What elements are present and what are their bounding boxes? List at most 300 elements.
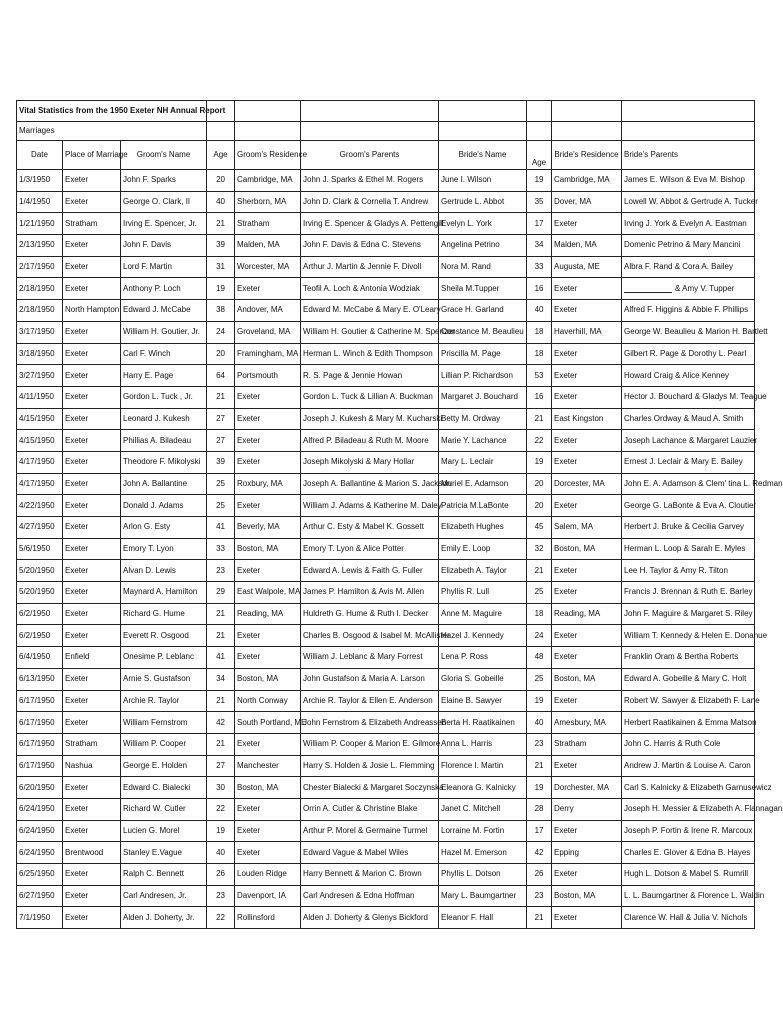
cell-groom-name: Alvan D. Lewis — [121, 560, 207, 582]
cell-age: 41 — [207, 517, 235, 539]
cell-age: 30 — [207, 777, 235, 799]
cell-groom-parents: Huldreth G. Hume & Ruth I. Decker — [301, 603, 439, 625]
cell-bride-name: Margaret J. Bouchard — [439, 386, 527, 408]
cell-bride-name: Nora M. Rand — [439, 256, 527, 278]
cell-age: 26 — [207, 864, 235, 886]
header-bride-age: Age — [527, 141, 552, 170]
cell-bride-residence: Reading, MA — [552, 603, 622, 625]
cell-bride-name: Eleanora G. Kalnicky — [439, 777, 527, 799]
header-groom-parents: Groom's Parents — [301, 141, 439, 170]
cell-place: Exeter — [63, 582, 121, 604]
cell-bride-parents: L. L. Baumgartner & Florence L. Waldin — [622, 885, 755, 907]
cell-date: 4/17/1950 — [17, 473, 63, 495]
cell-date: 1/3/1950 — [17, 170, 63, 192]
table-row — [17, 712, 755, 734]
table-row — [17, 191, 755, 213]
cell-place: Exeter — [63, 365, 121, 387]
cell-bride-residence: Augusta, ME — [552, 256, 622, 278]
cell-bride-parents: Hector J. Bouchard & Gladys M. Teague — [622, 386, 755, 408]
cell-groom-parents: Joseph A. Ballantine & Marion S. Jackson — [301, 473, 439, 495]
table-row — [17, 820, 755, 842]
cell-place: Exeter — [63, 885, 121, 907]
cell-bride-parents: Joseph Lachance & Margaret Lauzier — [622, 430, 755, 452]
cell-groom-parents: Joseph J. Kukesh & Mary M. Kucharski — [301, 408, 439, 430]
cell-bride-parents: Carl S. Kalnicky & Elizabeth Garnusewicz — [622, 777, 755, 799]
cell-groom-parents: Arthur P. Morel & Germaine Turmel — [301, 820, 439, 842]
cell-groom-parents: Harry Bennett & Marion C. Brown — [301, 864, 439, 886]
cell-groom-parents: Alden J. Doherty & Glenys Bickford — [301, 907, 439, 929]
cell-bride-residence: Exeter — [552, 690, 622, 712]
cell-groom-name: Maynard A. Hamilton — [121, 582, 207, 604]
table-row — [17, 668, 755, 690]
cell-bride-residence: Boston, MA — [552, 885, 622, 907]
cell-groom-residence: South Portland, ME — [235, 712, 301, 734]
cell-bride-name: Muriel E. Adamson — [439, 473, 527, 495]
cell-groom-residence: Stratham — [235, 213, 301, 235]
cell-bride-age: 20 — [527, 495, 552, 517]
cell-groom-name: Ralph C. Bennett — [121, 864, 207, 886]
cell-bride-age: 19 — [527, 690, 552, 712]
cell-bride-age: 19 — [527, 777, 552, 799]
section-label: Marriages — [17, 122, 207, 141]
cell-bride-parents: William T. Kennedy & Helen E. Donahue — [622, 625, 755, 647]
cell-bride-parents: Charles E. Glover & Edna B. Hayes — [622, 842, 755, 864]
cell-bride-name: Elizabeth Hughes — [439, 517, 527, 539]
cell-bride-parents: Edward A. Gobeille & Mary C. Holt — [622, 668, 755, 690]
cell-bride-age: 26 — [527, 864, 552, 886]
cell-groom-parents: Charles B. Osgood & Isabel M. McAllister — [301, 625, 439, 647]
cell-bride-age: 18 — [527, 603, 552, 625]
cell-bride-residence: Dover, MA — [552, 191, 622, 213]
cell-age: 38 — [207, 300, 235, 322]
cell-bride-name: Evelyn L. York — [439, 213, 527, 235]
cell-bride-parents: John F. Maguire & Margaret S. Riley — [622, 603, 755, 625]
cell-bride-parents: Joseph P. Fortin & Irene R. Marcoux — [622, 820, 755, 842]
table-row — [17, 213, 755, 235]
cell-groom-residence: Framingham, MA — [235, 343, 301, 365]
cell-bride-residence: Cambridge, MA — [552, 170, 622, 192]
cell-groom-name: John F. Sparks — [121, 170, 207, 192]
table-row — [17, 625, 755, 647]
cell-groom-residence: Cambridge, MA — [235, 170, 301, 192]
cell-groom-residence: Exeter — [235, 625, 301, 647]
cell-date: 4/11/1950 — [17, 386, 63, 408]
header-bride-parents: Bride's Parents — [622, 141, 755, 170]
cell-bride-age: 18 — [527, 321, 552, 343]
cell-date: 7/1/1950 — [17, 907, 63, 929]
cell-groom-residence: Exeter — [235, 278, 301, 300]
cell-groom-name: Edward J. McCabe — [121, 300, 207, 322]
cell-bride-residence: Exeter — [552, 365, 622, 387]
cell-bride-name: June I. Wilson — [439, 170, 527, 192]
cell-place: Exeter — [63, 517, 121, 539]
cell-bride-name: Priscilla M. Page — [439, 343, 527, 365]
cell-groom-parents: Edward Vague & Mabel Wiles — [301, 842, 439, 864]
cell-groom-parents: Carl Andresen & Edna Hoffman — [301, 885, 439, 907]
header-age: Age — [207, 141, 235, 170]
cell-bride-age: 17 — [527, 213, 552, 235]
table-row — [17, 235, 755, 257]
cell-bride-name: Anna L. Harris — [439, 733, 527, 755]
cell-groom-parents: Alfred P. Biladeau & Ruth M. Moore — [301, 430, 439, 452]
cell-bride-name: Sheila M.Tupper — [439, 278, 527, 300]
cell-age: 25 — [207, 473, 235, 495]
cell-place: Exeter — [63, 864, 121, 886]
cell-groom-parents: John Fernstrom & Elizabeth Andreassen — [301, 712, 439, 734]
cell-bride-age: 25 — [527, 582, 552, 604]
table-row — [17, 365, 755, 387]
cell-groom-parents: Irving E. Spencer & Gladys A. Pettengill — [301, 213, 439, 235]
cell-groom-residence: Sherborn, MA — [235, 191, 301, 213]
cell-groom-name: Everett R. Osgood — [121, 625, 207, 647]
cell-groom-parents: James P. Hamilton & Avis M. Allen — [301, 582, 439, 604]
cell-groom-residence: Exeter — [235, 820, 301, 842]
cell-bride-parents: Hugh L. Dotson & Mabel S. Rumrill — [622, 864, 755, 886]
title-row — [17, 101, 755, 122]
cell-bride-name: Constance M. Beaulieu — [439, 321, 527, 343]
table-row — [17, 560, 755, 582]
cell-bride-age: 19 — [527, 451, 552, 473]
table-row — [17, 321, 755, 343]
cell-bride-residence: Epping — [552, 842, 622, 864]
cell-groom-residence: Rollinsford — [235, 907, 301, 929]
cell-date: 6/17/1950 — [17, 712, 63, 734]
cell-bride-residence: Exeter — [552, 582, 622, 604]
cell-place: Nashua — [63, 755, 121, 777]
cell-bride-residence: Exeter — [552, 451, 622, 473]
cell-bride-name: Marie Y. Lachance — [439, 430, 527, 452]
cell-age: 22 — [207, 798, 235, 820]
cell-bride-name: Florence I. Martin — [439, 755, 527, 777]
cell-date: 6/2/1950 — [17, 603, 63, 625]
cell-age: 21 — [207, 603, 235, 625]
cell-place: Exeter — [63, 820, 121, 842]
cell-groom-name: Richard W. Cutler — [121, 798, 207, 820]
cell-place: Exeter — [63, 668, 121, 690]
cell-bride-age: 21 — [527, 408, 552, 430]
cell-age: 40 — [207, 842, 235, 864]
cell-age: 39 — [207, 451, 235, 473]
cell-bride-residence: Amesbury, MA — [552, 712, 622, 734]
cell-date: 6/17/1950 — [17, 755, 63, 777]
cell-groom-name: William H. Goutier, Jr. — [121, 321, 207, 343]
cell-age: 23 — [207, 560, 235, 582]
cell-groom-name: Leonard J. Kukesh — [121, 408, 207, 430]
cell-age: 20 — [207, 170, 235, 192]
report-title: Vital Statistics from the 1950 Exeter NH Annual Report — [17, 101, 207, 122]
cell-bride-name: Hazel J. Kennedy — [439, 625, 527, 647]
cell-bride-parents: Franklin Oram & Bertha Roberts — [622, 647, 755, 669]
cell-groom-residence: Reading, MA — [235, 603, 301, 625]
cell-groom-residence: Exeter — [235, 798, 301, 820]
cell-groom-residence: Exeter — [235, 560, 301, 582]
cell-groom-parents: Harry S. Holden & Josie L. Flemming — [301, 755, 439, 777]
table-row — [17, 300, 755, 322]
cell-place: Exeter — [63, 343, 121, 365]
cell-groom-parents: John F. Davis & Edna C. Stevens — [301, 235, 439, 257]
cell-groom-residence: Exeter — [235, 430, 301, 452]
cell-groom-name: Alden J. Doherty, Jr. — [121, 907, 207, 929]
cell-age: 64 — [207, 365, 235, 387]
cell-bride-parents: Andrew J. Martin & Louise A. Caron — [622, 755, 755, 777]
cell-bride-name: Elizabeth A. Taylor — [439, 560, 527, 582]
table-row — [17, 885, 755, 907]
cell-bride-name: Phyllis L. Dotson — [439, 864, 527, 886]
table-row — [17, 408, 755, 430]
cell-bride-residence: Salem, MA — [552, 517, 622, 539]
cell-groom-residence: Exeter — [235, 408, 301, 430]
cell-age: 21 — [207, 690, 235, 712]
cell-date: 6/27/1950 — [17, 885, 63, 907]
cell-groom-parents: Arthur C. Esty & Mabel K. Gossett — [301, 517, 439, 539]
cell-bride-parents: Gilbert R. Page & Dorothy L. Pearl — [622, 343, 755, 365]
cell-bride-name: Gertrude L. Abbot — [439, 191, 527, 213]
cell-place: Exeter — [63, 777, 121, 799]
cell-groom-name: John A. Ballantine — [121, 473, 207, 495]
cell-bride-parents: Lowell W. Abbot & Gertrude A. Tucker — [622, 191, 755, 213]
cell-groom-residence: Boston, MA — [235, 668, 301, 690]
cell-age: 23 — [207, 885, 235, 907]
cell-groom-parents: Teofil A. Loch & Antonia Wodziak — [301, 278, 439, 300]
cell-place: Exeter — [63, 907, 121, 929]
cell-age: 29 — [207, 582, 235, 604]
cell-age: 21 — [207, 733, 235, 755]
cell-bride-residence: Boston, MA — [552, 668, 622, 690]
cell-bride-residence: Exeter — [552, 647, 622, 669]
table-row — [17, 603, 755, 625]
cell-place: Exeter — [63, 538, 121, 560]
cell-groom-name: Anthony P. Loch — [121, 278, 207, 300]
cell-groom-residence: Worcester, MA — [235, 256, 301, 278]
cell-groom-name: Richard G. Hume — [121, 603, 207, 625]
table-row — [17, 343, 755, 365]
cell-bride-residence: East Kingston — [552, 408, 622, 430]
cell-bride-age: 45 — [527, 517, 552, 539]
cell-bride-residence: Exeter — [552, 386, 622, 408]
cell-groom-name: Archie R. Taylor — [121, 690, 207, 712]
cell-date: 6/24/1950 — [17, 820, 63, 842]
cell-groom-name: Lucien G. Morel — [121, 820, 207, 842]
cell-bride-residence: Exeter — [552, 560, 622, 582]
cell-bride-age: 34 — [527, 235, 552, 257]
cell-bride-residence: Exeter — [552, 755, 622, 777]
cell-date: 1/21/1950 — [17, 213, 63, 235]
cell-bride-parents: Joseph H. Messier & Elizabeth A. Flannagan — [622, 798, 755, 820]
cell-groom-residence: Exeter — [235, 647, 301, 669]
section-row — [17, 122, 755, 141]
header-groom-name: Groom's Name — [121, 141, 207, 170]
cell-bride-age: 53 — [527, 365, 552, 387]
cell-bride-residence: Exeter — [552, 430, 622, 452]
cell-groom-parents: R. S. Page & Jennie Howan — [301, 365, 439, 387]
table-row — [17, 473, 755, 495]
cell-bride-parents: Alfred F. Higgins & Abbie F. Phillips — [622, 300, 755, 322]
cell-bride-age: 21 — [527, 907, 552, 929]
cell-groom-name: Arnie S. Gustafson — [121, 668, 207, 690]
cell-bride-name: Phyllis R. Lull — [439, 582, 527, 604]
cell-groom-residence: Davenport, IA — [235, 885, 301, 907]
cell-place: Exeter — [63, 451, 121, 473]
cell-age: 24 — [207, 321, 235, 343]
cell-age: 39 — [207, 235, 235, 257]
cell-bride-parents: Herbert J. Bruke & Cecilia Garvey — [622, 517, 755, 539]
cell-bride-parents: Herman L. Loop & Sarah E. Myles — [622, 538, 755, 560]
cell-place: Exeter — [63, 712, 121, 734]
cell-bride-age: 21 — [527, 755, 552, 777]
cell-date: 2/13/1950 — [17, 235, 63, 257]
cell-date: 6/2/1950 — [17, 625, 63, 647]
cell-text: & Amy V. Tupper — [675, 283, 735, 293]
cell-bride-name: Betty M. Ordway — [439, 408, 527, 430]
cell-bride-age: 17 — [527, 820, 552, 842]
cell-bride-name: Elaine B. Sawyer — [439, 690, 527, 712]
cell-groom-residence: Louden Ridge — [235, 864, 301, 886]
cell-groom-name: Carl Andresen, Jr. — [121, 885, 207, 907]
cell-bride-age: 22 — [527, 430, 552, 452]
cell-bride-parents — [622, 278, 755, 300]
cell-groom-name: William P. Cooper — [121, 733, 207, 755]
cell-date: 5/6/1950 — [17, 538, 63, 560]
cell-groom-name: William Fernstrom — [121, 712, 207, 734]
blank-line — [624, 292, 672, 293]
cell-groom-name: Onesime P. Leblanc — [121, 647, 207, 669]
cell-place: Exeter — [63, 560, 121, 582]
table-row — [17, 430, 755, 452]
cell-date: 4/15/1950 — [17, 430, 63, 452]
cell-groom-name: Harry E. Page — [121, 365, 207, 387]
cell-groom-residence: Portsmouth — [235, 365, 301, 387]
cell-age: 19 — [207, 278, 235, 300]
cell-place: Exeter — [63, 473, 121, 495]
cell-groom-residence: Exeter — [235, 451, 301, 473]
table-row — [17, 647, 755, 669]
cell-bride-age: 40 — [527, 712, 552, 734]
cell-groom-residence: Beverly, MA — [235, 517, 301, 539]
cell-date: 6/4/1950 — [17, 647, 63, 669]
cell-groom-parents: William H. Goutier & Catherine M. Spenzer — [301, 321, 439, 343]
table-row — [17, 495, 755, 517]
cell-date: 3/18/1950 — [17, 343, 63, 365]
cell-groom-residence: Roxbury, MA — [235, 473, 301, 495]
cell-place: Exeter — [63, 278, 121, 300]
cell-groom-parents: John Gustafson & Maria A. Larson — [301, 668, 439, 690]
cell-groom-parents: William J. Leblanc & Mary Forrest — [301, 647, 439, 669]
cell-place: Exeter — [63, 170, 121, 192]
cell-groom-parents: Edward A. Lewis & Faith G. Fuller — [301, 560, 439, 582]
cell-bride-parents: Charles Ordway & Maud A. Smith — [622, 408, 755, 430]
cell-bride-name: Hazel M. Emerson — [439, 842, 527, 864]
cell-bride-age: 33 — [527, 256, 552, 278]
cell-place: Stratham — [63, 213, 121, 235]
header-bride-residence: Bride's Residence — [552, 141, 622, 170]
cell-groom-parents: John D. Clark & Cornelia T. Andrew — [301, 191, 439, 213]
cell-date: 3/17/1950 — [17, 321, 63, 343]
cell-bride-name: Lorraine M. Fortin — [439, 820, 527, 842]
cell-bride-parents: Francis J. Brennan & Ruth E. Barley — [622, 582, 755, 604]
cell-bride-parents: John E. A. Adamson & Clem' tina L. Redman — [622, 473, 755, 495]
cell-age: 41 — [207, 647, 235, 669]
cell-bride-residence: Exeter — [552, 864, 622, 886]
cell-age: 42 — [207, 712, 235, 734]
cell-groom-name: Stanley E.Vague — [121, 842, 207, 864]
cell-place: Enfield — [63, 647, 121, 669]
cell-place: Exeter — [63, 690, 121, 712]
cell-groom-residence: Exeter — [235, 495, 301, 517]
cell-age: 27 — [207, 755, 235, 777]
cell-groom-parents: William P. Cooper & Marion E. Gilmore — [301, 733, 439, 755]
cell-bride-name: Angelina Petrino — [439, 235, 527, 257]
table-row — [17, 733, 755, 755]
cell-bride-residence: Exeter — [552, 300, 622, 322]
cell-date: 3/27/1950 — [17, 365, 63, 387]
cell-bride-residence: Dorchester, MA — [552, 777, 622, 799]
cell-bride-age: 19 — [527, 170, 552, 192]
cell-place: Exeter — [63, 191, 121, 213]
cell-date: 5/20/1950 — [17, 560, 63, 582]
cell-groom-parents: Archie R. Taylor & Ellen E. Anderson — [301, 690, 439, 712]
table-row — [17, 451, 755, 473]
cell-bride-parents: Domenic Petrino & Mary Mancini — [622, 235, 755, 257]
cell-date: 4/17/1950 — [17, 451, 63, 473]
cell-age: 33 — [207, 538, 235, 560]
table-row — [17, 907, 755, 929]
cell-bride-age: 48 — [527, 647, 552, 669]
cell-groom-residence: Andover, MA — [235, 300, 301, 322]
cell-bride-name: Emily E. Loop — [439, 538, 527, 560]
cell-age: 21 — [207, 213, 235, 235]
cell-groom-name: Edward C. Bialecki — [121, 777, 207, 799]
cell-bride-parents: James E. Wilson & Eva M. Bishop — [622, 170, 755, 192]
cell-bride-parents: George G. LaBonte & Eva A. Cloutier — [622, 495, 755, 517]
cell-date: 6/24/1950 — [17, 798, 63, 820]
cell-place: North Hampton — [63, 300, 121, 322]
cell-bride-name: Anne M. Maguire — [439, 603, 527, 625]
cell-bride-residence: Exeter — [552, 907, 622, 929]
cell-bride-name: Mary L. Baumgartner — [439, 885, 527, 907]
cell-groom-parents: Gordon L. Tuck & Lillian A. Buckman — [301, 386, 439, 408]
cell-place: Exeter — [63, 430, 121, 452]
cell-groom-name: Phillias A. Biladeau — [121, 430, 207, 452]
cell-bride-residence: Exeter — [552, 495, 622, 517]
cell-bride-residence: Haverhill, MA — [552, 321, 622, 343]
cell-place: Exeter — [63, 235, 121, 257]
cell-date: 6/17/1950 — [17, 733, 63, 755]
cell-age: 19 — [207, 820, 235, 842]
cell-bride-name: Eleanor F. Hall — [439, 907, 527, 929]
cell-bride-parents: Ernest J. Leclair & Mary E. Bailey — [622, 451, 755, 473]
cell-groom-parents: Chester Bialecki & Margaret Soczynska — [301, 777, 439, 799]
cell-bride-parents: Robert W. Sawyer & Elizabeth F. Lane — [622, 690, 755, 712]
cell-groom-name: Irving E. Spencer, Jr. — [121, 213, 207, 235]
cell-groom-residence: North Conway — [235, 690, 301, 712]
cell-age: 34 — [207, 668, 235, 690]
cell-groom-parents: Arthur J. Martin & Jennie F. Divoll — [301, 256, 439, 278]
cell-date: 6/13/1950 — [17, 668, 63, 690]
cell-bride-residence: Exeter — [552, 278, 622, 300]
cell-bride-age: 32 — [527, 538, 552, 560]
table-row — [17, 864, 755, 886]
cell-age: 20 — [207, 343, 235, 365]
cell-bride-parents: Howard Craig & Alice Kenney — [622, 365, 755, 387]
cell-groom-residence: Boston, MA — [235, 777, 301, 799]
cell-groom-name: John F. Davis — [121, 235, 207, 257]
cell-bride-parents: Herbert Raatikainen & Emma Matson — [622, 712, 755, 734]
cell-groom-name: Arlon G. Esty — [121, 517, 207, 539]
cell-age: 40 — [207, 191, 235, 213]
cell-bride-age: 18 — [527, 343, 552, 365]
cell-bride-age: 28 — [527, 798, 552, 820]
table-row — [17, 690, 755, 712]
